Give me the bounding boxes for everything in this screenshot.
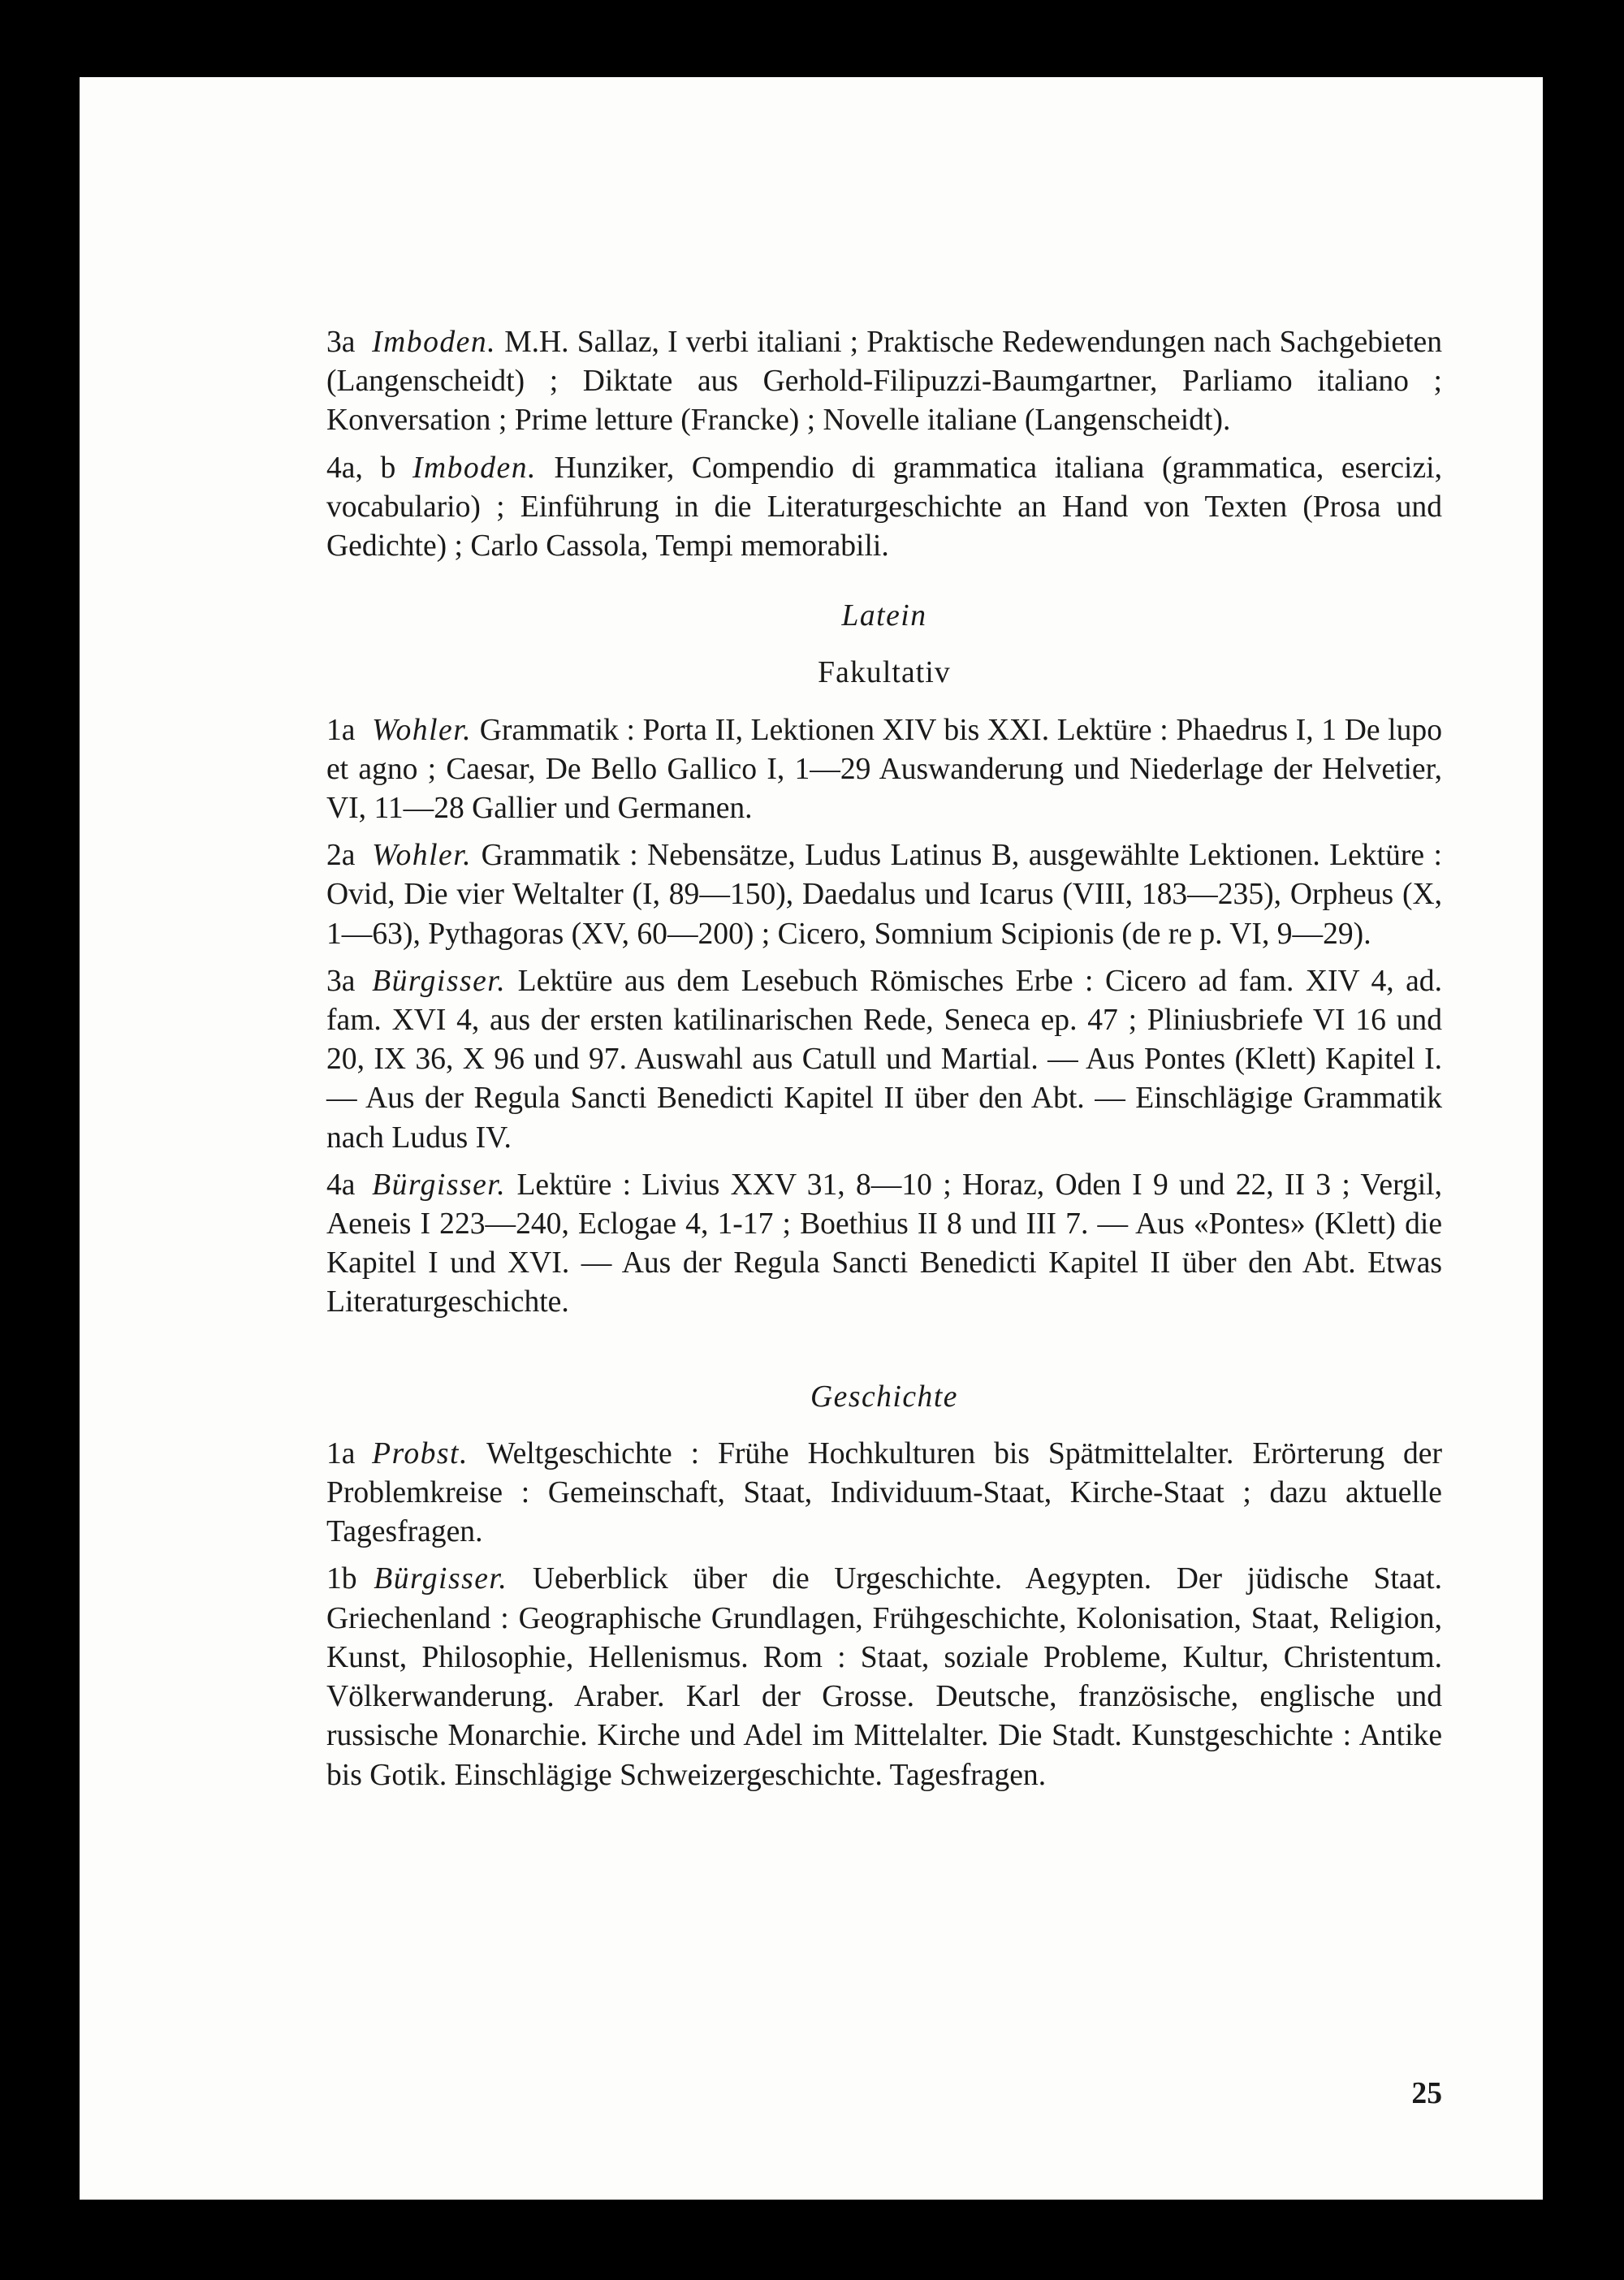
subheading-fakultativ: Fakultativ — [818, 656, 951, 690]
teacher-name: Imboden. — [412, 451, 537, 485]
teacher-name: Probst. — [372, 1436, 469, 1470]
course-entry-italian-4ab — [326, 449, 1442, 567]
class-code: 4a — [326, 1168, 356, 1202]
course-entry-latein-1a — [326, 711, 1442, 829]
class-code: 1a — [326, 1436, 356, 1470]
section-heading-geschichte: Geschichte — [810, 1380, 958, 1414]
course-description: Grammatik : Porta II, Lektionen XIV bis XXI. Lektüre : Phaedrus I, 1 De lupo et agno ; Caesar, De Bello Gallico I, 1—29 Auswanderung und Niederlage der Helvetier, VI, 11—28 Gallier und Germanen. — [326, 713, 1442, 826]
course-description: Weltgeschichte : Frühe Hochkulturen bis Spätmittelalter. Erörterung der Problemkreise : Gemeinschaft, Staat, Individuum-Staat, Kirche-Staat ; dazu aktuelle Tagesfragen. — [326, 1436, 1442, 1549]
course-description: Grammatik : Nebensätze, Ludus Latinus B, ausgewählte Lektionen. Lektüre : Ovid, Die vier Weltalter (I, 89—150), Daedalus und Icarus (VIII, 183—235), Orpheus (X, 1—63), Pythagoras (XV, 60—200) ; Cicero, Somnium Scipionis (de re p. VI, 9—29). — [326, 839, 1442, 951]
document-page — [80, 77, 1543, 2200]
teacher-name: Wohler. — [372, 713, 473, 747]
teacher-name: Imboden. — [372, 326, 497, 359]
class-code: 3a — [326, 326, 356, 359]
course-entry-latein-3a — [326, 962, 1442, 1158]
text-column — [326, 323, 1442, 1803]
course-entry-geschichte-1a — [326, 1435, 1442, 1552]
teacher-name: Bürgisser. — [374, 1562, 508, 1596]
course-entry-italian-3a — [326, 323, 1442, 441]
course-description: M.H. Sallaz, I verbi italiani ; Praktische Redewendungen nach Sachgebieten (Langenscheidt) ; Diktate aus Gerhold-Filipuzzi-Baumgartner, Parliamo italiano ; Konversation ; Prime letture (Francke) ; Novelle italiane (Langenscheidt). — [326, 326, 1442, 438]
course-description: Hunziker, Compendio di grammatica italiana (grammatica, esercizi, vocabulario) ; Einführung in die Literaturgeschichte an Hand von Texten (Prosa und Gedichte) ; Carlo Cassola, Tempi memorabili. — [326, 451, 1442, 564]
course-entry-latein-2a — [326, 836, 1442, 954]
class-code: 3a — [326, 964, 356, 998]
course-description: Lektüre : Livius XXV 31, 8—10 ; Horaz, Oden I 9 und 22, II 3 ; Vergil, Aeneis I 223—240, Eclogae 4, 1-17 ; Boethius II 8 und III 7. — Aus «Pontes» (Klett) die Kapitel I und XVI. — Aus der Regula Sancti Benedicti Kapitel II über den Abt. Etwas Literaturgeschichte. — [326, 1168, 1442, 1319]
course-entry-geschichte-1b — [326, 1560, 1442, 1794]
teacher-name: Bürgisser. — [372, 964, 507, 998]
class-code: 1a — [326, 713, 356, 747]
page-number: 25 — [1411, 2077, 1442, 2110]
teacher-name: Wohler. — [372, 839, 473, 873]
course-description: Lektüre aus dem Lesebuch Römisches Erbe : Cicero ad fam. XIV 4, ad. fam. XVI 4, aus der ersten katilinarischen Rede, Seneca ep. 47 ; Pliniusbriefe VI 16 und 20, IX 36, X 96 und 97. Auswahl aus Catull und Martial. — Aus Pontes (Klett) Kapitel I. — Aus der Regula Sancti Benedicti Kapitel II über den Abt. — Einschlägige Grammatik nach Ludus IV. — [326, 964, 1442, 1155]
section-heading-latein: Latein — [841, 599, 927, 633]
course-description: Ueberblick über die Urgeschichte. Aegypten. Der jüdische Staat. Griechenland : Geographische Grundlagen, Frühgeschichte, Kolonisation, Staat, Religion, Kunst, Philosophie, Hellenismus. Rom : Staat, soziale Probleme, Kultur, Christentum. Völkerwanderung. Araber. Karl der Grosse. Deutsche, französische, englische und russische Monarchie. Kirche und Adel im Mittelalter. Die Stadt. Kunstgeschichte : Antike bis Gotik. Einschlägige Schweizergeschichte. Tagesfragen. — [326, 1562, 1442, 1792]
class-code: 4a, b — [326, 451, 396, 485]
class-code: 2a — [326, 839, 356, 873]
teacher-name: Bürgisser. — [372, 1168, 507, 1202]
class-code: 1b — [326, 1562, 357, 1596]
course-entry-latein-4a — [326, 1166, 1442, 1323]
